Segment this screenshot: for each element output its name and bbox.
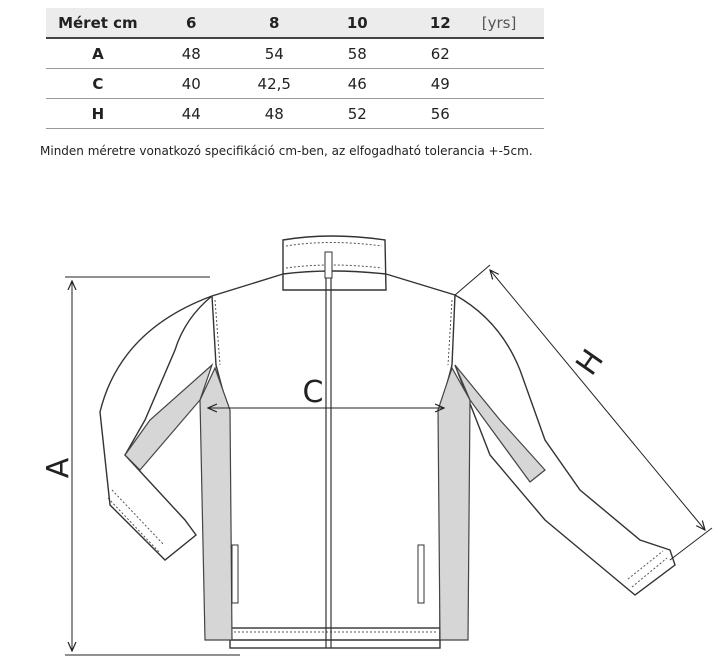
dimension-label-h: H — [569, 343, 612, 382]
table-cell: 49 — [399, 69, 482, 99]
table-cell: 46 — [316, 69, 399, 99]
table-cell: 62 — [399, 38, 482, 69]
left-side-panel — [200, 368, 232, 640]
dimension-lines — [65, 265, 712, 655]
size-header: 12 — [399, 8, 482, 38]
jacket-outline — [100, 236, 675, 648]
center-zipper — [325, 252, 332, 648]
unit-label: [yrs] — [482, 8, 544, 38]
table-cell: 52 — [316, 99, 399, 129]
table-cell: 42,5 — [233, 69, 316, 99]
pocket-zippers — [232, 545, 424, 603]
right-side-panel — [438, 368, 470, 640]
dimension-label-a: A — [41, 457, 76, 479]
size-header: 6 — [150, 8, 233, 38]
row-label: H — [46, 99, 150, 129]
table-cell: 48 — [150, 38, 233, 69]
table-cell: 58 — [316, 38, 399, 69]
table-cell: 54 — [233, 38, 316, 69]
row-label: A — [46, 38, 150, 69]
table-corner-label: Méret cm — [46, 8, 150, 38]
table-cell: 40 — [150, 69, 233, 99]
size-header: 8 — [233, 8, 316, 38]
table-cell: 56 — [399, 99, 482, 129]
left-sleeve-panel — [125, 365, 212, 470]
size-header: 10 — [316, 8, 399, 38]
table-cell: 44 — [150, 99, 233, 129]
row-label: C — [46, 69, 150, 99]
tolerance-note: Minden méretre vonatkozó specifikáció cm-ben, az elfogadható tolerancia +-5cm. — [40, 144, 533, 158]
dimension-label-c: C — [302, 375, 324, 410]
stitching — [108, 243, 667, 633]
table-cell: 48 — [233, 99, 316, 129]
